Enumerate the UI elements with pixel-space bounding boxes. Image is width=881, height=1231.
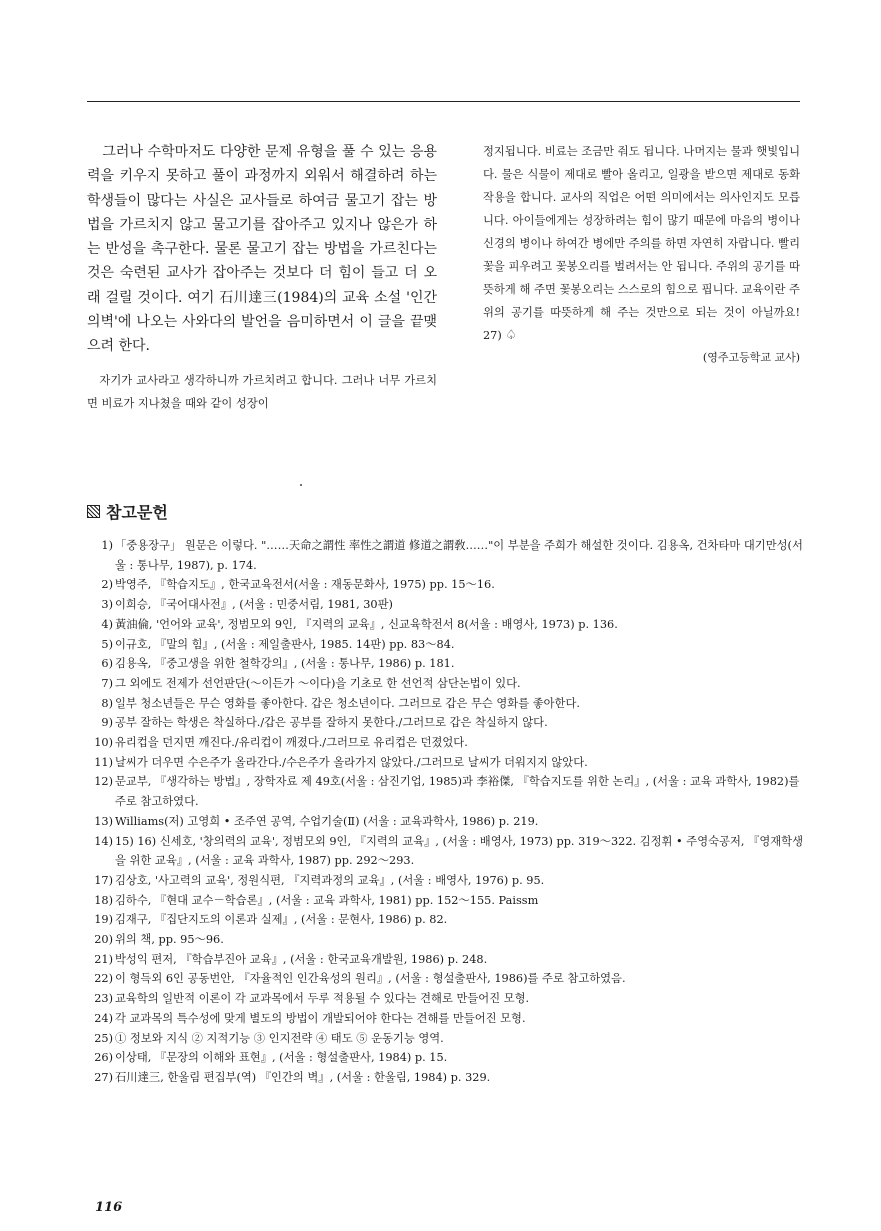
reference-number: 20): [94, 933, 113, 947]
reference-item: [87, 1009, 807, 1029]
reference-number: 7): [101, 676, 113, 690]
reference-text: 위의 책, pp. 95～96.: [115, 933, 224, 947]
left-quote-paragraph: 자기가 교사라고 생각하니까 가르치려고 합니다. 그러나 너무 가르치면 비료가 지나쳤을 때와 같이 성장이: [87, 373, 437, 410]
reference-item: [87, 536, 807, 575]
right-body-paragraph: [483, 140, 800, 347]
reference-text: 교육학의 일반적 이론이 각 교과목에서 두루 적용될 수 있다는 견해로 만들어진 모형.: [115, 992, 530, 1006]
hatched-box-icon: [87, 505, 100, 518]
reference-number: 4): [101, 617, 113, 631]
reference-text: 15) 16) 신세호, '창의력의 교육', 정범모외 9인, 『지력의 교육』, (서울 : 배영사, 1973) pp. 319～322. 김정휘 • 주영숙공저, 『영재학생을 위한 교육』, (서울 : 교육 과학사, 1987) pp. 292～293.: [115, 834, 804, 868]
left-body-paragraph: 그러나 수학마저도 다양한 문제 유형을 풀 수 있는 응용력을 키우지 못하고 풀이 과정까지 외워서 해결하려 하는 학생들이 많다는 사실은 교사들로 하여금 물고기 잡는 방법을 가르치지 않고 물고기를 잡아주고 있지나 않은가 하는 반성을 촉구한다. 물론 물고기 잡는 방법을 가르친다는 것은 숙련된 교사가 잡아주는 것보다 더 힘이 들고 더 오래 걸릴 것이다. 여기 石川達三(1984)의 교육 소설 '인간의벽'에 나오는 사와다의 발언을 음미하면서 이 글을 끝맺으려 한다.: [87, 144, 437, 355]
reference-text: 박성익 편저, 『학습부진아 교육』, (서울 : 한국교육개발원, 1986) p. 248.: [115, 952, 488, 966]
reference-item: [87, 989, 807, 1009]
reference-item: [87, 1068, 807, 1088]
right-body-text: 정지됩니다. 비료는 조금만 줘도 됩니다. 나머지는 물과 햇빛입니다. 물은 식물이 제대로 빨아 올리고, 일광을 받으면 제대로 동화 작용을 합니다. 교사의 직업은 어떤 의미에서는 의사인지도 모릅니다. 아이들에게는 성장하려는 힘이 많기 때문에 마음의 병이나 신경의 병이나 하여간 병에만 주의를 하면 자연히 자랍니다. 빨리 꽃을 피우려고 꽃봉오리를 벌려서는 안 됩니다. 주위의 공기를 따뜻하게 해 주면 꽃봉오리는 스스로의 힘으로 핍니다. 교육이란 주위의 공기를 따뜻하게 해 주는 것만으로 되는 것이 아닐까요! 27): [483, 145, 800, 342]
reference-item: [87, 753, 807, 773]
reference-text: 날씨가 더우면 수은주가 올라간다./수은주가 올라가지 않았다./그러므로 날씨가 더워지지 않았다.: [115, 755, 588, 769]
reference-item: [87, 575, 807, 595]
reference-text: 문교부, 『생각하는 방법』, 장학자료 제 49호(서울 : 삼진기업, 1985)과 李裕傑, 『학습지도를 위한 논리』, (서울 : 교육 과학사, 1982)를 주로 참고하였다.: [115, 775, 800, 809]
reference-number: 24): [94, 1011, 113, 1025]
reference-item: [87, 871, 807, 891]
reference-number: 22): [94, 972, 113, 986]
reference-number: 26): [94, 1051, 113, 1065]
reference-number: 27): [94, 1070, 113, 1084]
reference-item: [87, 654, 807, 674]
reference-item: [87, 694, 807, 714]
reference-text: 石川達三, 한울림 편집부(역) 『인간의 벽』, (서울 : 한울림, 1984) p. 329.: [115, 1070, 491, 1084]
reference-text: 박영주, 『학습지도』, 한국교육전서(서울 : 재동문화사, 1975) pp. 15～16.: [115, 578, 495, 592]
reference-text: 그 외에도 전제가 선언판단(～이든가 ～이다)을 기초로 한 선언적 삼단논법이 있다.: [115, 676, 521, 690]
reference-number: 17): [94, 873, 113, 887]
reference-number: 8): [101, 696, 113, 710]
reference-item: [87, 969, 807, 989]
reference-text: 각 교과목의 특수성에 맞게 별도의 방법이 개발되어야 한다는 견해를 만들어진 모형.: [115, 1011, 526, 1025]
reference-number: 12): [94, 775, 113, 789]
reference-text: 김하수, 『현대 교수－학습론』, (서울 : 교육 과학사, 1981) pp. 152～155. Paissm: [115, 893, 539, 907]
reference-item: [87, 772, 807, 811]
end-mark-icon: ♤: [505, 328, 518, 343]
reference-item: [87, 832, 807, 871]
reference-number: 10): [94, 736, 113, 750]
reference-item: [87, 733, 807, 753]
reference-text: ① 정보와 지식 ② 지적기능 ③ 인지전략 ④ 태도 ⑤ 운동기능 영역.: [115, 1031, 444, 1045]
left-column: [87, 140, 437, 415]
reference-number: 9): [101, 716, 113, 730]
reference-item: [87, 1048, 807, 1068]
reference-text: 김용옥, 『중고생을 위한 철학강의』, (서울 : 통나무, 1986) p. 181.: [115, 657, 455, 671]
reference-item: [87, 595, 807, 615]
reference-number: 13): [94, 814, 113, 828]
reference-item: [87, 635, 807, 655]
reference-item: [87, 674, 807, 694]
right-column: [483, 140, 800, 365]
reference-item: [87, 950, 807, 970]
reference-text: 이규호, 『말의 힘』, (서울 : 제일출판사, 1985. 14판) pp. 83～84.: [115, 637, 455, 651]
references-title: 참고문헌: [106, 503, 168, 522]
reference-text: 이 형득외 6인 공동번안, 『자율적인 인간육성의 원리』, (서울 : 형설출판사, 1986)를 주로 참고하였음.: [115, 972, 626, 986]
page-number: 116: [95, 1200, 123, 1215]
reference-item: [87, 713, 807, 733]
reference-text: 黃油倫, '언어와 교육', 정범모외 9인, 『지력의 교육』, 신교육학전서 8(서울 : 배영사, 1973) p. 136.: [115, 617, 618, 631]
reference-item: [87, 1029, 807, 1049]
reference-item: [87, 930, 807, 950]
references-list: [87, 536, 807, 1088]
reference-text: 유리컵을 던지면 깨진다./유리컵이 깨졌다./그러므로 유리컵은 던졌었다.: [115, 736, 468, 750]
reference-item: [87, 910, 807, 930]
reference-number: 25): [94, 1031, 113, 1045]
reference-text: 김상호, '사고력의 교육', 정원식편, 『지력과정의 교육』, (서울 : 배영사, 1976) p. 95.: [115, 873, 545, 887]
reference-item: [87, 615, 807, 635]
reference-text: 김재구, 『집단지도의 이론과 실제』, (서울 : 문현사, 1986) p. 82.: [115, 913, 448, 927]
reference-item: [87, 812, 807, 832]
header-rule: [87, 101, 800, 102]
reference-number: 14): [94, 834, 113, 848]
reference-number: 2): [101, 578, 113, 592]
stray-dot: [300, 484, 302, 486]
reference-text: 「중용장구」 원문은 이렇다. "……天命之謂性 率性之謂道 修道之謂敎……"이 부분을 주희가 해설한 것이다. 김용옥, 건차타마 대기만성(서울 : 통나무, 1987), p. 174.: [115, 539, 803, 572]
reference-number: 18): [94, 893, 113, 907]
reference-text: 일부 청소년들은 무슨 영화를 좋아한다. 갑은 청소년이다. 그러므로 갑은 무슨 영화를 좋아한다.: [115, 696, 580, 710]
reference-text: Williams(저) 고영희 • 조주연 공역, 수업기술(Ⅱ) (서울 : 교육과학사, 1986) p. 219.: [115, 814, 539, 828]
references-heading: [87, 500, 168, 523]
reference-number: 1): [101, 539, 113, 552]
reference-number: 23): [94, 992, 113, 1006]
reference-number: 6): [101, 657, 113, 671]
reference-item: [87, 891, 807, 911]
reference-number: 3): [101, 598, 113, 612]
reference-text: 이희승, 『국어대사전』, (서울 : 민중서림, 1981, 30판): [115, 598, 393, 612]
reference-number: 11): [94, 755, 113, 769]
reference-text: 이상태, 『문장의 이해와 표현』, (서울 : 형설출판사, 1984) p. 15.: [115, 1051, 448, 1065]
reference-text: 공부 잘하는 학생은 착실하다./갑은 공부를 잘하지 못한다./그러므로 갑은 착실하지 않다.: [115, 716, 548, 730]
reference-number: 21): [94, 952, 113, 966]
reference-number: 5): [101, 637, 113, 651]
reference-number: 19): [94, 913, 113, 927]
author-affiliation: (영주고등학교 교사): [702, 351, 800, 364]
